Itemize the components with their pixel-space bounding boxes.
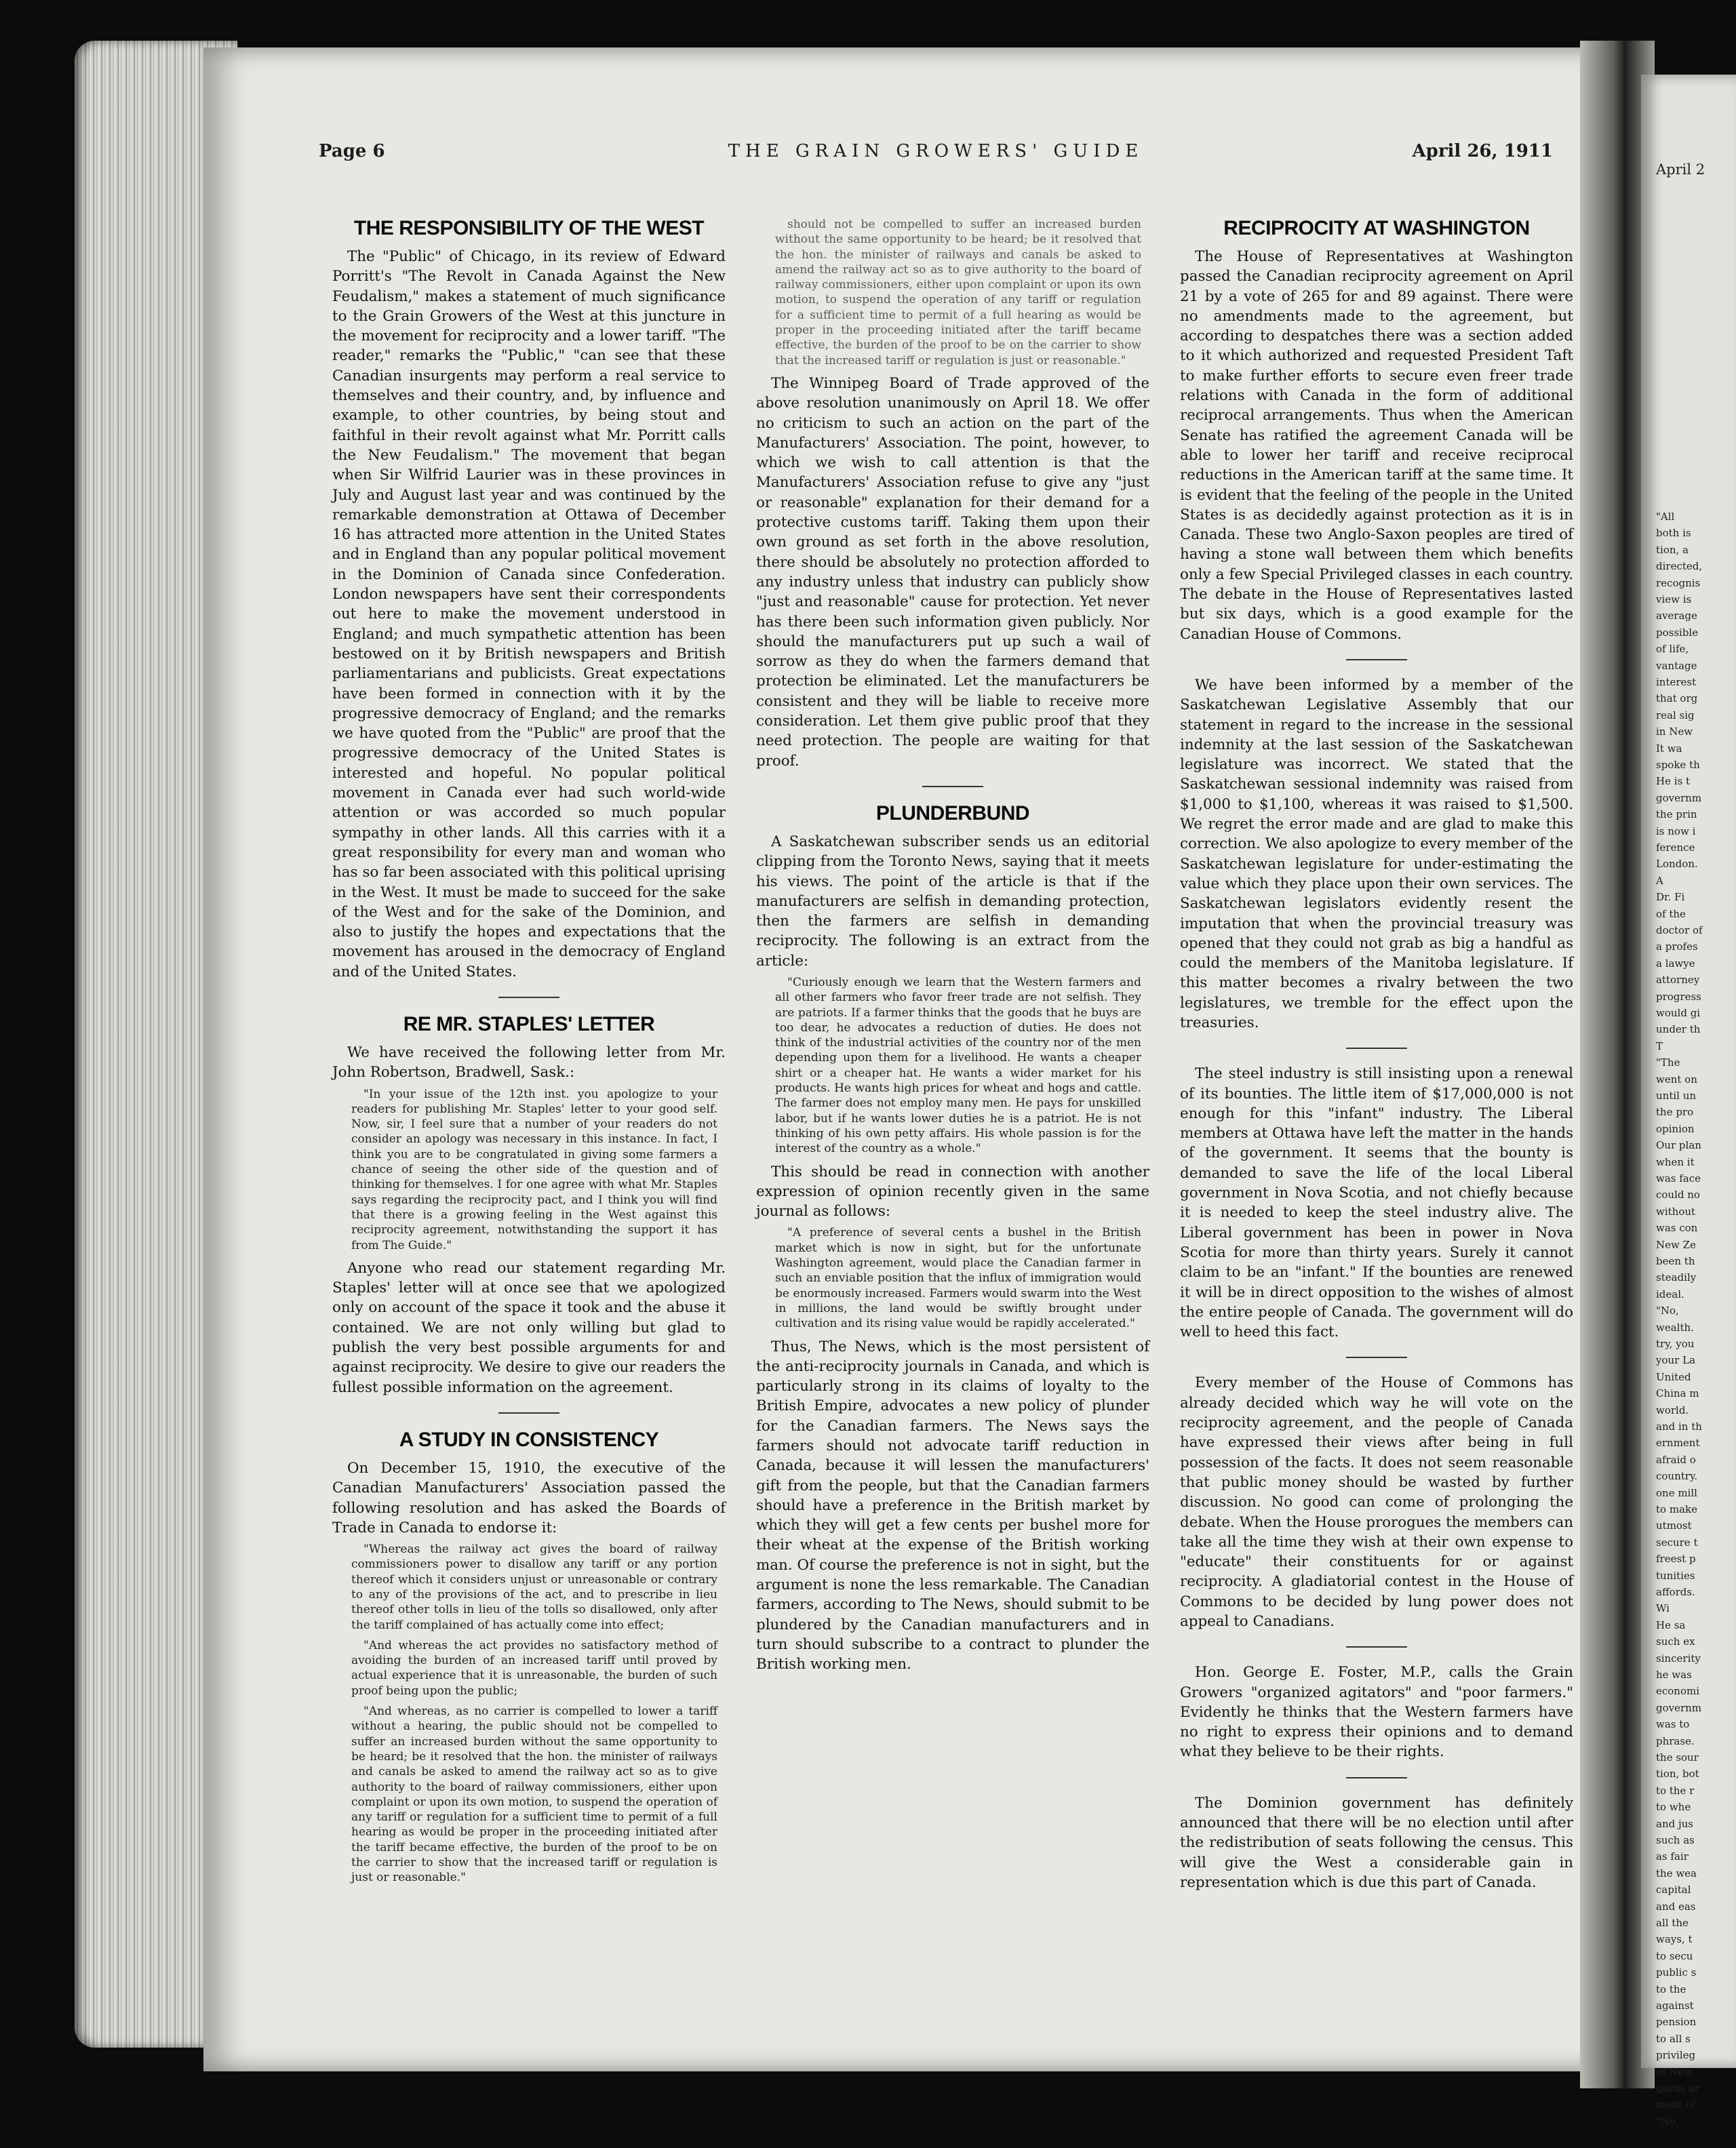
adjacent-page-fragment: a profes xyxy=(1656,940,1698,953)
divider xyxy=(1346,1777,1407,1778)
editorial-note-indemnity: We have been informed by a member of the Saskatchewan Legislative Assembly that our statement in regard to the increase in the sessional indemnity at the last session of the Saskatchewan legislature was incorrect. We stated that the Saskatchewan sessional indemnity was raised from $1,000 to $1,100, whereas it was raised to $1,500. We regret the error made and are glad to make this correction. We also apologize to every member of the Saskatchewan legislature for under-estimating the value which they place upon their own services. The Saskatchewan legislators evidently resent the imputation that when the provincial treasury was opened that they could not grab as big a handful as could the members of the Manitoba legislature. If this matter becomes a rivalry between the two legislatures, we tremble for the effect upon the treasuries. xyxy=(1180,676,1573,1031)
adjacent-page-fragment: A xyxy=(1656,874,1663,887)
adjacent-page-fragment: It wa xyxy=(1656,742,1682,755)
adjacent-page-fragment: tunities xyxy=(1656,1569,1695,1582)
adjacent-page-fragment: He is t xyxy=(1656,775,1691,788)
adjacent-page-fragment: vantage xyxy=(1656,659,1697,672)
adjacent-page-fragment: to secu xyxy=(1656,1949,1693,1962)
adjacent-page-fragment: both is xyxy=(1656,527,1691,540)
article-title-plunderbund: PLUNDERBUND xyxy=(875,801,1030,824)
adjacent-page-fragment: freest p xyxy=(1656,1553,1696,1566)
adjacent-page-fragment: economi xyxy=(1656,1685,1700,1698)
adjacent-page-fragment: until un xyxy=(1656,1090,1697,1102)
publication-title: THE GRAIN GROWERS' GUIDE xyxy=(728,141,1144,161)
adjacent-page-fragment: view is xyxy=(1656,593,1692,605)
article-body: The House of Representatives at Washington passed the Canadian reciprocity agreement on April 21 by a vote of 265 for and 89 against. There were no amendments made to the agreement, but according to despatches there was a section added to it which authorized and requested President Taft to make further efforts to secure even freer trade relations with Canada in the form of additional reciprocal arrangements. Thus when the American Senate has ratified the agreement Canada will be able to lower her tariff and receive reciprocal reductions in the American tariff at the same time. It is evident that the feeling of the people in the United States is as decidedly against protection as it is in Canada. These two Anglo-Saxon peoples are tired of having a stone wall between them which benefits only a few Special Privileged classes in each country. The debate in the House of Representatives lasted but six days, which is a good example for the Canadian House of Commons. xyxy=(1180,248,1573,643)
adjacent-page-fragment: China m xyxy=(1656,1387,1699,1400)
letter-quote: "In your issue of the 12th inst. you apologize to your readers for publishing Mr. Staples' letter to your good self. Now, sir, I feel sure that a number of your readers do not consider an apology was necessary in this instance. In fact, I think you are to be congratulated in giving some farmers a chance of seeing the other side of the question and of thinking for themselves. I for one agree with what Mr. Staples says regarding the reciprocity pact, and I think you will find that there is a growing feeling in the West against this reciprocity agreement, notwithstanding the support it has from The Guide." xyxy=(351,1087,717,1252)
adjacent-page-fragment: attorney xyxy=(1656,974,1700,987)
adjacent-page-fragment: sincerity xyxy=(1656,1652,1701,1665)
adjacent-page-fragment: against xyxy=(1656,2000,1694,2012)
adjacent-page-fragment: utmost xyxy=(1656,1519,1692,1532)
editorial-note-commons: Every member of the House of Commons has already decided which way he will vote on the reciprocity agreement, and the people of Canada have expressed their views after being in full possession of the facts. It does not seem reasonable that public money should be wasted by further discussion. No good can come of prolonging the debate. When the House prorogues the members can take all the time they wish at their own expense to "educate" their constituents for or against reciprocity. A gladiatorial contest in the House of Commons to be decided by lung power does not appeal to Canadians. xyxy=(1180,1374,1573,1630)
masthead xyxy=(319,141,1553,171)
article-body: Thus, The News, which is the most persistent of the anti-reciprocity journals in Canada, and which is particularly strong in its claims of loyalty to the British Empire, advocates a new policy of plunder for the Canadian farmers. The News says the farmers should not advocate tariff reduction in Canada, because it will lessen the manufacturers' gift from the people, but that the Canadian farmers should have a preference in the British market by which they will get a few cents per bushel more for their wheat at the expense of the British working man. Of course the preference is not in sight, but the argument is none the less remarkable. The Canadian farmers, according to The News, should submit to be plundered by the Canadian manufacturers and in turn should subscribe to a contract to plunder the British working men. xyxy=(756,1338,1149,1673)
adjacent-page-fragment: "All xyxy=(1656,511,1675,523)
editorial-note-steel: The steel industry is still insisting upon a renewal of its bounties. The little item of $17,000,000 is not enough for this "infant" industry. The Liberal members at Ottawa have left the matter in the hands of the government. It seems that the bounty is demanded to save the life of the local Liberal government in Nova Scotia, and not chiefly because it is needed to keep the steel industry alive. The Liberal government has been in power in Nova Scotia for more than thirty years. Surely it cannot claim to be an "infant." If the bounties are renewed it will be in direct opposition to the wishes of almost the entire people of Canada. The government will do well to heed this fact. xyxy=(1180,1065,1573,1341)
adjacent-page-fragment: United xyxy=(1656,1370,1691,1383)
adjacent-page-fragment: of New xyxy=(1656,2065,1693,2078)
adjacent-page-fragment: recognis xyxy=(1656,576,1701,589)
adjacent-page-fragment: interest xyxy=(1656,676,1697,688)
adjacent-page-fragment: under th xyxy=(1656,1023,1701,1036)
adjacent-page-fragment: world. xyxy=(1656,1404,1689,1416)
adjacent-page-fragment: "No, xyxy=(1656,2115,1679,2128)
adjacent-page-fragment: to whe xyxy=(1656,1801,1691,1814)
article-title-consistency: A STUDY IN CONSISTENCY xyxy=(399,1428,659,1451)
adjacent-page-fragment: New Ze xyxy=(1656,1238,1696,1251)
adjacent-page-fragment: London. xyxy=(1656,858,1698,871)
adjacent-page-fragment: real sig xyxy=(1656,709,1695,721)
adjacent-page-fragment: to all s xyxy=(1656,2032,1691,2045)
adjacent-page-fragment: governm xyxy=(1656,1701,1702,1714)
resolution-quote: "And whereas, as no carrier is compelled to lower a tariff without a hearing, the public should not be compelled to suffer an increased burden without the same opportunity to be heard; be it resolved that the hon. the minister of railways and canals be asked to amend the railway act so as to give authority to the board of railway commissioners, either upon complaint or upon its own motion, to suspend the operation of any tariff or regulation for a sufficient time to permit of a full hearing as would be proper in the proceeding initiated after the tariff became effective, the burden of the proof to be on the carrier to show that the increased tariff or regulation is just or reasonable." xyxy=(351,1705,717,1885)
adjacent-page-fragment: the prin xyxy=(1656,808,1697,821)
article-body: This should be read in connection with another expression of opinion recently given in the same journal as follows: xyxy=(756,1163,1149,1220)
adjacent-page-fragment: tion, bot xyxy=(1656,1768,1699,1781)
divider xyxy=(922,786,983,787)
adjacent-page-fragment: would gi xyxy=(1656,1007,1701,1019)
adjacent-page-fragment: to the xyxy=(1656,1983,1686,1995)
article-body: The Winnipeg Board of Trade approved of the above resolution unanimously on April 18. We offer no criticism to such an action on the part of the Manufacturers' Association. The point, however, to which we wish to call attention is that the Manufacturers' Association refuse to give any "just or reasonable" explanation for their demand for a protective customs tariff. Taking them upon their own ground as set forth in the above resolution, there should be absolutely no protection afforded to any industry unless that industry can publicly show "just and reasonable" cause for protection. Yet never has there been such information given publicly. Nor should the manufacturers put up such a wail of sorrow as they do when the farmers demand that protection be eliminated. Let the manufacturers be consistent and they will be liable to receive more consideration. Let them give public proof that they need protection. The people are waiting for that proof. xyxy=(756,374,1149,770)
adjacent-page-fragment: and jus xyxy=(1656,1817,1693,1830)
adjacent-page-fragment: the wea xyxy=(1656,1867,1697,1879)
article-title-washington: RECIPROCITY AT WASHINGTON xyxy=(1223,217,1530,239)
adjacent-page-fragment: phrase. xyxy=(1656,1734,1695,1747)
adjacent-page-fragment: Our plan xyxy=(1656,1139,1701,1152)
divider xyxy=(1346,1357,1407,1358)
adjacent-page-edge xyxy=(1641,75,1736,2128)
editorial-note-foster: Hon. George E. Foster, M.P., calls the Grain Growers "organized agitators" and "poor farmers." Evidently he thinks that the Western farmers have no right to express their opinions and to demand what they believe to be their rights. xyxy=(1180,1664,1573,1761)
adjacent-page-fragment: Wi xyxy=(1656,1602,1670,1615)
adjacent-page-fragment: without xyxy=(1656,1205,1696,1218)
adjacent-page-fragment: spoke th xyxy=(1656,759,1700,771)
issue-date: April 26, 1911 xyxy=(1412,141,1553,161)
divider xyxy=(1346,659,1407,660)
article-body: On December 15, 1910, the executive of the Canadian Manufacturers' Association passed the following resolution and has asked the Boards of Trade in Canada to endorse it: xyxy=(332,1459,726,1536)
column-3 xyxy=(1180,217,1573,1896)
article-body: The "Public" of Chicago, in its review of Edward Porritt's "The Revolt in Canada Against the New Feudalism," makes a statement of much significance to the Grain Growers of the West at this juncture in the movement for reciprocity and a lower tariff. "The reader," remarks the "Public," "can see that these Canadian insurgents may perform a real service to themselves and their country, and, by influence and example, to other countries, by being stout and faithful in their revolt against what Mr. Porritt calls the New Feudalism." The movement that began when Sir Wilfrid Laurier was in these provinces in July and August last year and was continued by the remarkable demonstration at Ottawa of December 16 has attracted more attention in the United States and in England than any popular political movement in the Dominion of Canada since Confederation. London newspapers have sent their correspondents out here to make the movement understood in England; and much sympathetic attention has been bestowed on it by British newspapers and British parliamentarians and publicists. Great expectations have been formed in connection with it by the progressive democracy of England; and the remarks we have quoted from the "Public" are proof that the progressive democracy of the United States is interested and hopeful. No popular political movement in Canada ever had such world-wide attention or was accorded so much popular sympathy in other lands. All this carries with it a great responsibility for every man and woman who has so far been associated with this political uprising in the West. It must be made to succeed for the sake of the West and for the sake of the Dominion, and also to justify the hopes and expectations that the movement has aroused in the democracy of England and of the United States. xyxy=(332,248,726,980)
editorial-note-election: The Dominion government has definitely announced that there will be no election until after the redistribution of seats following the census. This will give the West a considerable gain in representation which is due this part of Canada. xyxy=(1180,1794,1573,1891)
adjacent-page-fragment: he was xyxy=(1656,1669,1692,1681)
adjacent-page-fragment: directed, xyxy=(1656,560,1703,573)
column-2 xyxy=(756,217,1149,1679)
adjacent-page-fragment: your La xyxy=(1656,1354,1696,1367)
adjacent-page-fragment: doctor of xyxy=(1656,924,1703,936)
adjacent-page-fragment: try, you xyxy=(1656,1338,1695,1350)
adjacent-page-fragment: opinion xyxy=(1656,1122,1695,1135)
adjacent-page-fragment: possible xyxy=(1656,626,1699,639)
adjacent-page-fragment: a lawye xyxy=(1656,957,1695,970)
adjacent-page-fragment: progress xyxy=(1656,990,1701,1003)
adjacent-page-fragment: the pro xyxy=(1656,1106,1694,1119)
divider xyxy=(498,1412,559,1414)
adjacent-page-fragment: to make xyxy=(1656,1503,1697,1515)
adjacent-page-fragment: Dr. Fi xyxy=(1656,891,1685,904)
adjacent-page-fragment: governm xyxy=(1656,791,1702,804)
adjacent-page-fragment: privileg xyxy=(1656,2049,1696,2062)
adjacent-page-fragment: wealth. xyxy=(1656,1321,1694,1334)
column-1 xyxy=(332,217,726,1885)
adjacent-page-fragment: gards ar xyxy=(1656,2082,1699,2094)
article-title-responsibility: THE RESPONSIBILITY OF THE WEST xyxy=(353,217,705,239)
adjacent-page-fragment: could no xyxy=(1656,1189,1700,1201)
adjacent-page-fragment: afraid o xyxy=(1656,1453,1696,1466)
adjacent-page-fragment: that org xyxy=(1656,692,1698,705)
adjacent-page-fragment: T xyxy=(1656,1039,1663,1052)
adjacent-page-fragment: in New xyxy=(1656,725,1693,738)
adjacent-page-fragment: such ex xyxy=(1656,1635,1695,1648)
adjacent-page-fragment: been th xyxy=(1656,1255,1695,1267)
adjacent-page-fragment: country. xyxy=(1656,1470,1698,1483)
adjacent-page-fragment: ment of xyxy=(1656,2099,1696,2111)
article-body: A Saskatchewan subscriber sends us an editorial clipping from the Toronto News, saying that it meets his views. The point of the article is that if the manufacturers are selfish in demanding protection, then the farmers are selfish in demanding reciprocity. The following is an extract from the article: xyxy=(756,833,1149,970)
adjacent-page-fragment: pension xyxy=(1656,2016,1697,2029)
adjacent-page-fragment: affords. xyxy=(1656,1586,1695,1598)
news-quote: "Curiously enough we learn that the Western farmers and all other farmers who favor freer trade are not selfish. They are patriots. If a farmer thinks that the goods that he buys are too dear, he advocates a reduction of duties. He does not think of the industrial activities of the country nor of the men depending upon them for a livelihood. He wants a cheaper shirt or a cheaper hat. He wants a wider market for his products. He wants high prices for wheat and hogs and cattle. The farmer does not employ many men. He pays for unskilled labor, but if he wants lower duties he is a patriot. He is not thinking of his own petty affairs. His whole passion is for the interest of the country as a whole." xyxy=(775,975,1141,1156)
resolution-quote: "And whereas the act provides no satisfactory method of avoiding the burden of an increased tariff until proved by actual experience that it is unreasonable, the burden of such proof being upon the public; xyxy=(351,1638,717,1698)
resolution-quote: "Whereas the railway act gives the board of railway commissioners power to disallow any tariff or any portion thereof which it considers unjust or unreasonable or contrary to any of the provisions of the act, and to prescribe in lieu thereof other tolls in lieu of the tolls so disallowed, only after the tariff complained of has actually come into effect; xyxy=(351,1543,717,1632)
adjacent-page-fragment: such as xyxy=(1656,1834,1695,1846)
adjacent-page-fragment: secure t xyxy=(1656,1536,1698,1549)
adjacent-page-fragment: one mill xyxy=(1656,1486,1697,1499)
adjacent-page-fragment: and in th xyxy=(1656,1420,1702,1433)
adjacent-page-fragment: is now i xyxy=(1656,824,1696,837)
adjacent-page-fragment: went on xyxy=(1656,1073,1697,1086)
adjacent-page-fragment: steadily xyxy=(1656,1271,1697,1284)
divider xyxy=(1346,1646,1407,1648)
resolution-quote-continued: should not be compelled to suffer an increased burden without the same opportunity to be heard; be it resolved that the hon. the minister of railways and canals be asked to amend the railway act so as to give authority to the board of railway commissioners, either upon complaint or upon its own motion, to suspend the operation of any tariff or regulation for a sufficient time to permit of a full hearing as would be proper in the proceeding initiated after the tariff became effective, the burden of the proof to be on the carrier to show that the increased tariff or regulation is just or reasonable." xyxy=(775,218,1141,367)
adjacent-page-fragment: average xyxy=(1656,610,1697,622)
article-body: Anyone who read our statement regarding Mr. Staples' letter will at once see that we apologized only on account of the space it took and the abuse it contained. We are not only willing but glad to publish the very best possible arguments for and against reciprocity. We desire to give our readers the fullest possible information on the agreement. xyxy=(332,1259,726,1396)
adjacent-page-fragment: ideal. xyxy=(1656,1288,1684,1300)
adjacent-page-fragment: was con xyxy=(1656,1222,1698,1235)
adjacent-page-fragment: capital xyxy=(1656,1884,1691,1896)
divider xyxy=(498,997,559,998)
adjacent-page-header: April 2 xyxy=(1656,161,1705,178)
adjacent-page-fragment: and eas xyxy=(1656,1900,1696,1913)
adjacent-page-fragment: ference xyxy=(1656,841,1695,854)
adjacent-page-fragment: He sa xyxy=(1656,1618,1686,1631)
adjacent-page-fragment: when it xyxy=(1656,1155,1695,1168)
adjacent-page-fragment: all the xyxy=(1656,1917,1689,1929)
adjacent-page-fragment: public s xyxy=(1656,1966,1697,1979)
adjacent-page-fragment: the sour xyxy=(1656,1751,1699,1764)
adjacent-page-fragment: tion, a xyxy=(1656,543,1689,556)
newspaper-page xyxy=(203,47,1634,2071)
adjacent-page-fragment: of life, xyxy=(1656,643,1689,656)
divider xyxy=(1346,1048,1407,1049)
article-title-staples: RE MR. STAPLES' LETTER xyxy=(403,1012,655,1035)
adjacent-page-fragment: was face xyxy=(1656,1172,1701,1185)
adjacent-page-fragment: "No, xyxy=(1656,1305,1679,1317)
adjacent-page-fragment: was to xyxy=(1656,1718,1690,1731)
adjacent-page-fragment: ernment xyxy=(1656,1437,1700,1450)
page-number: Page 6 xyxy=(319,141,385,161)
adjacent-page-fragment: of the xyxy=(1656,907,1686,920)
news-quote: "A preference of several cents a bushel in the British market which is now in sight, but for the unfortunate Washington agreement, would place the Canadian farmer in such an enviable position that the influx of immigration would be enormously increased. Farmers would swarm into the West in millions, the land would be swiftly brought under cultivation and its rising value would be rapidly accelerated." xyxy=(775,1226,1141,1331)
adjacent-page-fragment: to the r xyxy=(1656,1784,1695,1797)
adjacent-page-fragment: "The xyxy=(1656,1056,1680,1069)
adjacent-page-fragment: as fair xyxy=(1656,1850,1689,1863)
article-body: We have received the following letter from Mr. John Robertson, Bradwell, Sask.: xyxy=(332,1043,726,1081)
adjacent-page-fragment: ways, t xyxy=(1656,1933,1693,1946)
